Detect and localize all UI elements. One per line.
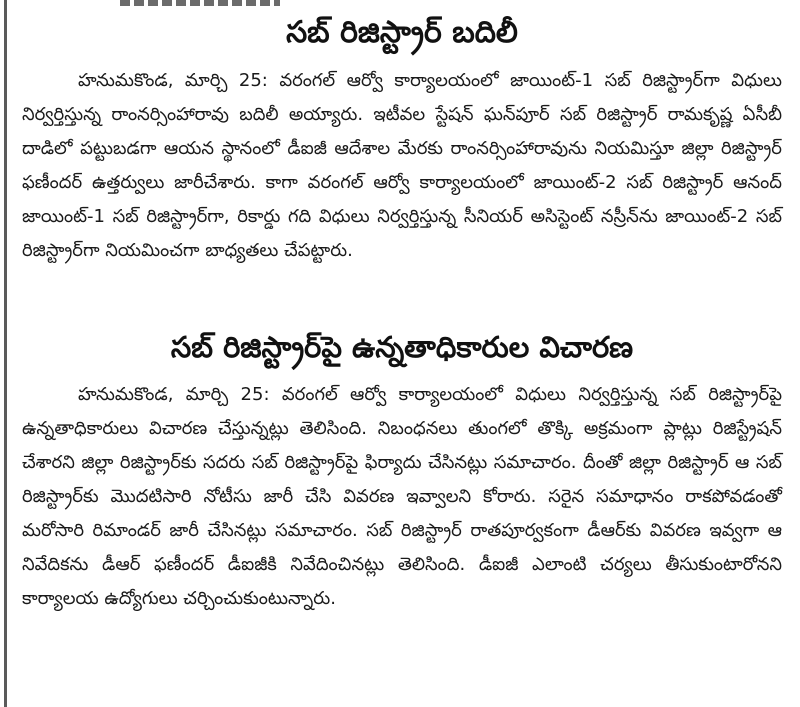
article-headline: సబ్ రిజిస్ట్రార్ బదిలీ [286, 15, 518, 50]
cut-off-previous-text [120, 0, 280, 6]
article-body: హనుమకొండ, మార్చి 25: వరంగల్ ఆర్వో కార్యాలయంలో విధులు నిర్వర్తిస్తున్న సబ్ రిజిస్ట్రార్‌పై ఉన్నతాధికారులు విచారణ చేస్తున్నట్లు తెలిసింది. నిబంధనలు తుంగలో తొక్కి అక్రమంగా ప్లాట్లు రిజిస్ట్రేషన్ చేశారని జిల్లా రిజిస్ట్రార్‌కు సదరు సబ్ రిజిస్ట్రార్‌పై ఫిర్యాదు చేసినట్లు సమాచారం. దీంతో జిల్లా రిజిస్ట్రార్ ఆ సబ్ రిజిస్ట్రార్‌కు మొదటిసారి నోటీసు జారీ చేసి వివరణ ఇవ్వాలని కోరారు. సరైన సమాధానం రాకపోవడంతో మరోసారి రిమాండర్ జారీ చేసినట్లు సమాచారం. సబ్ రిజిస్ట్రార్ రాతపూర్వకంగా డీఆర్‌కు వివరణ ఇవ్వగా ఆ నివేదికను డీఆర్ ఫణీందర్ డీఐజీకి నివేదించినట్లు తెలిసింది. డీఐజీ ఎలాంటి చర్యలు తీసుకుంటారోనని కార్యాలయ ఉద్యోగులు చర్చించుకుంటున్నారు. [22, 384, 782, 609]
article-body: హనుమకొండ, మార్చి 25: వరంగల్ ఆర్వో కార్యాలయంలో జాయింట్-1 సబ్ రిజిస్ట్రార్‌గా విధులు నిర్వర్తిస్తున్న రాంనర్సింహారావు బదిలీ అయ్యారు. ఇటీవల స్టేషన్ ఘన్‌పూర్ సబ్ రిజిస్ట్రార్ రామకృష్ణ ఏసీబీ దాడిలో పట్టుబడగా ఆయన స్థానంలో డీఐజీ ఆదేశాల మేరకు రాంనర్సింహారావును నియమిస్తూ జిల్లా రిజిస్ట్రార్ ఫణీందర్ ఉత్తర్వులు జారీచేశారు. కాగా వరంగల్ ఆర్వో కార్యాలయంలో జాయింట్-2 సబ్ రిజిస్ట్రార్ ఆనంద్ జాయింట్-1 సబ్ రిజిస్ట్రార్‌గా, రికార్డు గది విధులు నిర్వర్తిస్తున్న సీనియర్ అసిస్టెంట్ నస్రీన్‌ను జాయింట్-2 సబ్ రిజిస్ట్రార్‌గా నియమించగా బాధ్యతలు చేపట్టారు. [22, 70, 782, 261]
column-rule [4, 0, 7, 707]
article-sub-registrar-inquiry [22, 322, 782, 616]
article-headline: సబ్ రిజిస్ట్రార్‌పై ఉన్నతాధికారుల విచారణ [170, 330, 634, 364]
article-sub-registrar-transfer [22, 8, 782, 268]
